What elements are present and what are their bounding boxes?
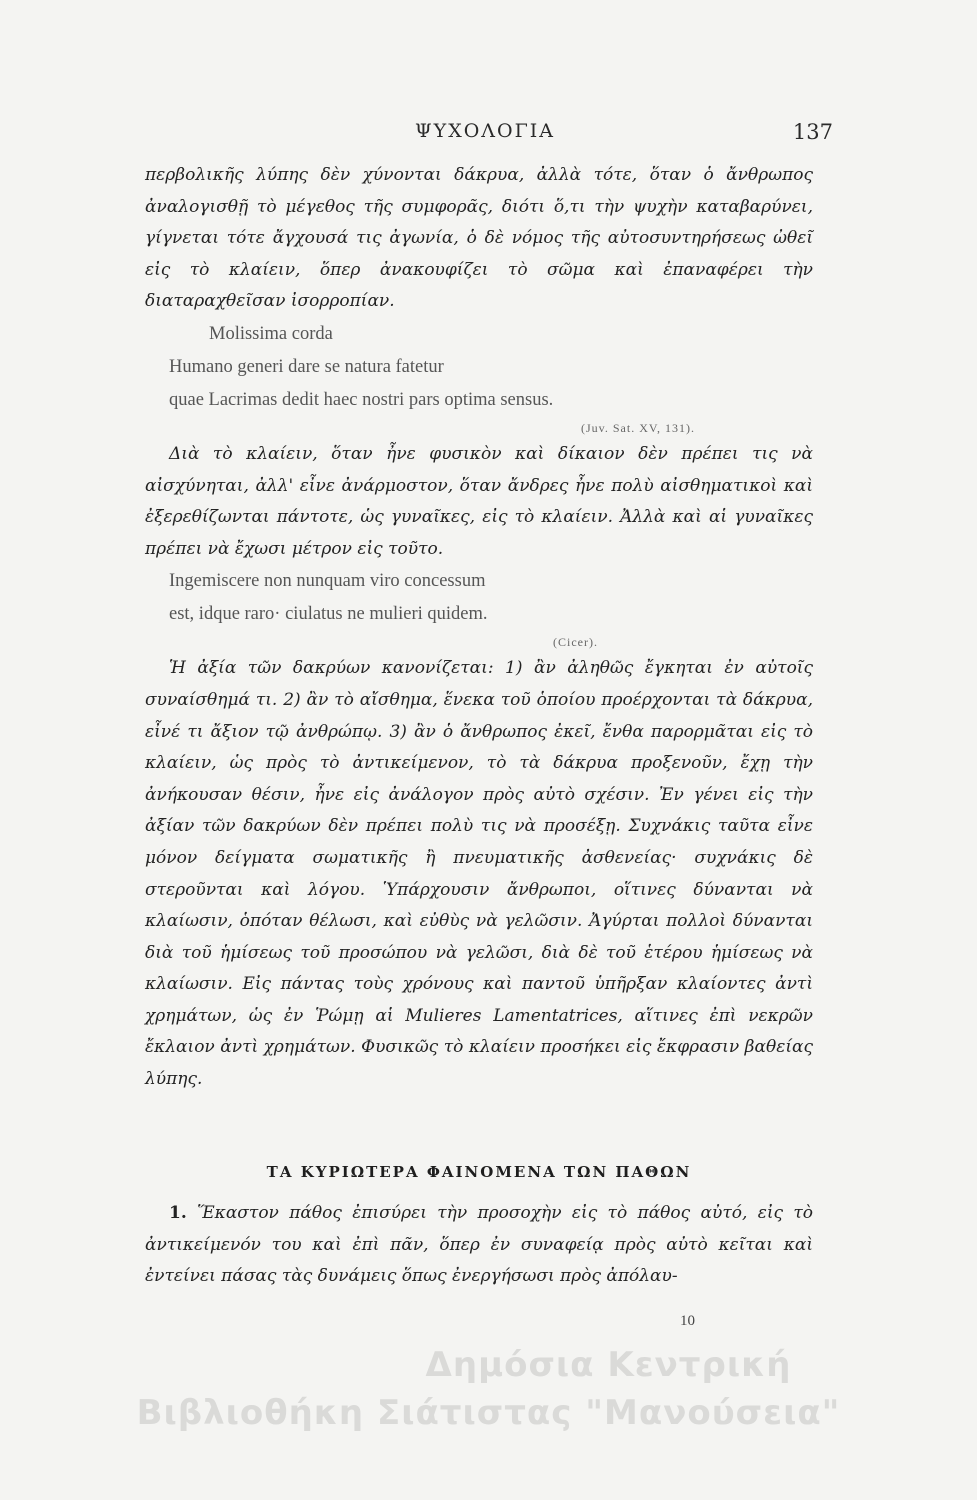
- quote-line: quae Lacrimas dedit haec nostri pars optima sensus.: [169, 389, 554, 410]
- paragraph-2: Διὰ τὸ κλαίειν, ὅταν ἦνε φυσικὸν καὶ δίκαιον δὲν πρέπει τις νὰ αἰσχύνηται, ἀλλ' εἶνε ἀνάρμοστον, ὅταν ἄνδρες ἦνε πολὺ αἰσθηματικοὶ καὶ ἐξερεθίζωνται πάντοτε, ὡς γυναῖκες, εἰς τὸ κλαίειν. Ἀλλὰ καὶ αἱ γυναῖκες πρέπει νὰ ἔχωσι μέτρον εἰς τοῦτο.: [145, 443, 813, 559]
- page-number: 137: [792, 120, 833, 144]
- body-text: [145, 160, 813, 1096]
- citation-cicero: (Cicer).: [553, 635, 598, 650]
- quote-line: Humano generi dare se natura fatetur: [169, 356, 444, 377]
- quote-line: est, idque raro· ciulatus ne mulieri quidem.: [169, 604, 488, 625]
- paragraph-1: περβολικῆς λύπης δὲν χύνονται δάκρυα, ἀλλὰ τότε, ὅταν ὁ ἄνθρωπος ἀναλογισθῇ τὸ μέγεθος τῆς συμφορᾶς, διότι ὅ,τι τὴν ψυχὴν καταβαρύνει, γίγνεται τότε ἄγχουσά τις ἀγωνία, ὁ δὲ νόμος τῆς αὐτοσυντηρήσεως ὠθεῖ εἰς τὸ κλαίειν, ὅπερ ἀνακουφίζει τὸ σῶμα καὶ ἐπαναφέρει τὴν διαταραχθεῖσαν ἰσορροπίαν.: [145, 165, 813, 312]
- latin-quote-juvenal: [169, 318, 813, 417]
- paragraph-3: Ἡ ἀξία τῶν δακρύων κανονίζεται: 1) ἂν ἀληθῶς ἔγκηται ἐν αὐτοῖς συναίσθημά τι. 2) ἂν τὸ αἴσθημα, ἕνεκα τοῦ ὁποίου προέρχονται τὰ δάκρυα, εἶνέ τι ἄξιον τῷ ἀνθρώπῳ. 3) ἂν ὁ ἄνθρωπος ἐκεῖ, ἔνθα παρορμᾶται εἰς τὸ κλαίειν, ὡς πρὸς τὸ ἀντικείμενον, τὸ τὰ δάκρυα προξενοῦν, ἔχῃ τὴν ἀνήκουσαν θέσιν, ἦνε εἰς ἀνάλογον πρὸς αὐτὸ σχέσιν. Ἐν γένει εἰς τὴν ἀξίαν τῶν δακρύων δὲν πρέπει πολὺ τις νὰ προσέξῃ. Συχνάκις ταῦτα εἶνε μόνον δείγματα σωματικῆς ἢ πνευματικῆς ἀσθενείας· συχνάκις δὲ στεροῦνται καὶ λόγου. Ὑπάρχουσιν ἄνθρωποι, οἵτινες δύνανται νὰ κλαίωσιν, ὁπόταν θέλωσι, καὶ εὐθὺς νὰ γελῶσιν. Ἀγύρται πολλοὶ δύνανται διὰ τοῦ ἡμίσεως τοῦ προσώπου νὰ γελῶσι, διὰ δὲ τοῦ ἑτέρου ἡμίσεως νὰ κλαίωσιν. Εἰς πάντας τοὺς χρόνους καὶ παντοῦ ὑπῆρξαν κλαίοντες ἀντὶ χρημάτων, ὡς ἐν Ῥώμῃ αἱ Mulieres Lamentatrices, αἵτινες ἐπὶ νεκρῶν ἔκλαιον ἀντὶ χρημάτων. Φυσικῶς τὸ κλαίειν προσήκει εἰς ἔκφρασιν βαθείας λύπης.: [145, 658, 813, 1090]
- citation-juvenal: (Juv. Sat. XV, 131).: [580, 420, 695, 435]
- quote-line: Molissima corda: [209, 323, 333, 344]
- library-watermark-line2: Βιβλιοθήκη Σιάτιστας "Μανούσεια": [136, 1393, 841, 1433]
- library-watermark-line1: Δημόσια Κεντρική: [425, 1345, 792, 1385]
- latin-quote-cicero: [169, 565, 813, 631]
- running-head: ΨΥΧΟΛΟΓΙΑ: [414, 120, 555, 142]
- signature-mark: 10: [680, 1313, 695, 1329]
- item-number: 1.: [169, 1203, 187, 1223]
- quote-line: Ingemiscere non nunquam viro concessum: [169, 571, 486, 592]
- section-item-1: [145, 1198, 813, 1293]
- section-heading: ΤΑ ΚΥΡΙΩΤΕΡΑ ΦΑΙΝΟΜΕΝΑ ΤΩΝ ΠΑΘΩΝ: [266, 1163, 692, 1181]
- item-text: Ἕκαστον πάθος ἐπισύρει τὴν προσοχὴν εἰς τὸ πάθος αὐτό, εἰς τὸ ἀντικείμενόν του καὶ ἐπὶ πᾶν, ὅπερ ἐν συναφείᾳ πρὸς αὐτὸ κεῖται καὶ ἐντείνει πάσας τὰς δυνάμεις ὅπως ἐνεργήσωσι πρὸς ἀπόλαυ-: [145, 1203, 813, 1287]
- page-header: [145, 120, 833, 150]
